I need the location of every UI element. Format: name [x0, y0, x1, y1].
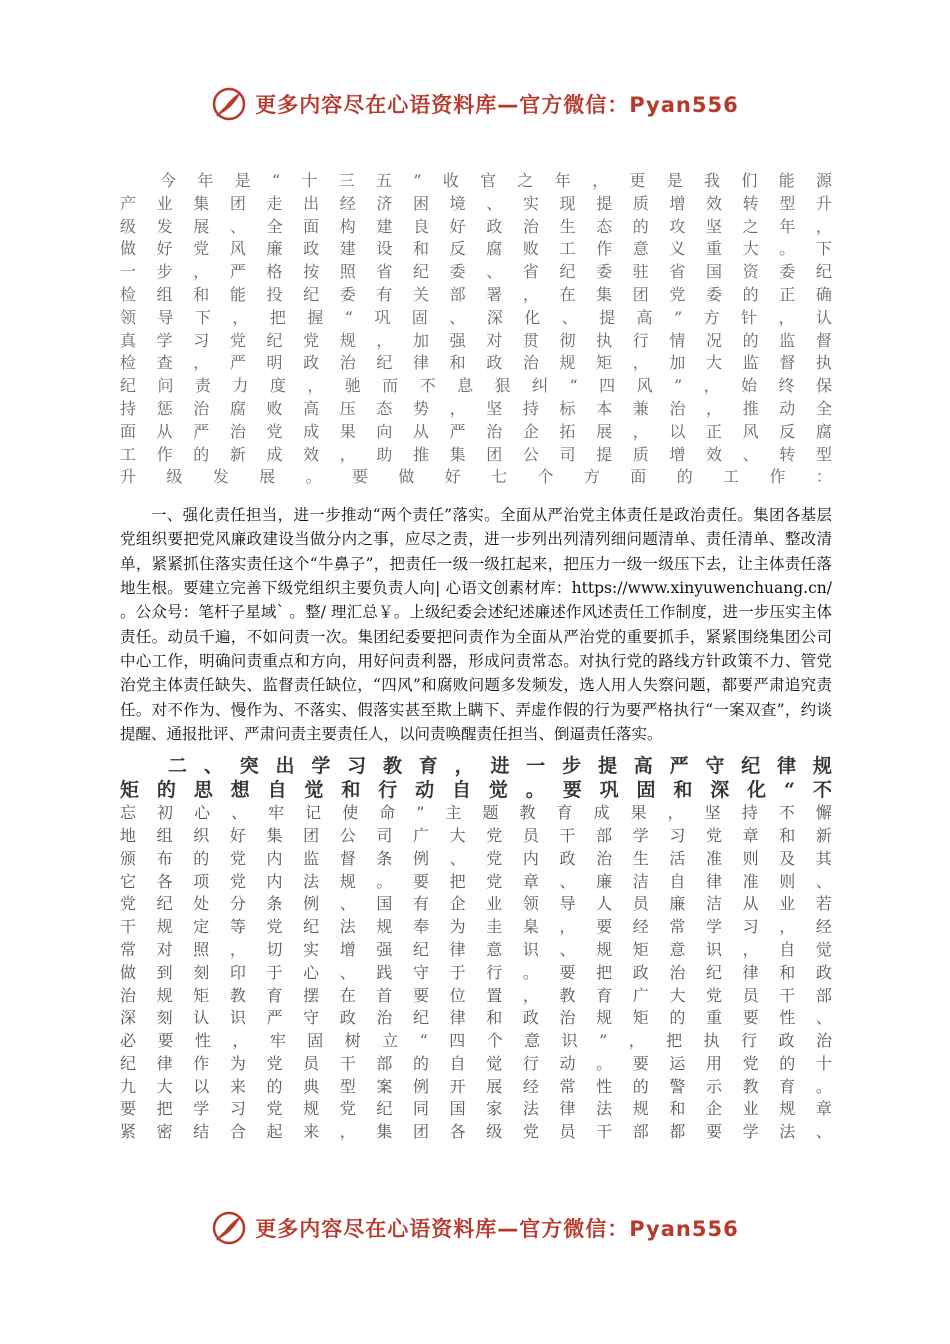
text-line: 地 组 织 好 集 团 公 司 广 大 党 员 干 部 学 习 党 章 和 新 [120, 825, 832, 845]
watermark-footer [0, 1208, 950, 1248]
text-line: 检 查 ， 严 明 政 治 纪 律 和 政 治 规 矩 ， 加 大 监 督 执 [120, 353, 832, 373]
text-line: 领 导 下 ， 把 握 “ 巩 固 、 深 化 、 提 高 ” 方 针 ， 认 [120, 307, 832, 327]
text-line: 面 从 严 治 党 成 果 向 从 严 治 企 拓 展 ， 以 正 风 反 腐 [120, 421, 832, 441]
text-line: 真 学 习 党 纪 党 规 ， 加 强 对 贯 彻 执 行 情 况 的 监 督 [120, 330, 832, 350]
text-line: 二 、 突 出 学 习 教 育 ， 进 一 步 提 高 严 守 纪 律 规 [168, 755, 832, 778]
text-line: 忘 初 心 、 牢 记 使 命 ” 主 题 教 育 成 果 ， 坚 持 不 懈 [120, 803, 832, 823]
text-line: 工 作 的 新 成 效 ， 助 推 集 团 公 司 提 质 增 效 、 转 型 [120, 444, 832, 464]
text-line: 做 好 党 风 廉 政 建 设 和 反 腐 败 工 作 意 义 重 大 。 下 [120, 239, 832, 259]
text-line: 纪 问 责 力 度 ， 驰 而 不 息 狠 纠 “ 四 风 ” ， 始 终 保 [120, 376, 832, 396]
text-line: 矩 的 思 想 自 觉 和 行 动 自 觉 。 要 巩 固 和 深 化 “ 不 [120, 779, 832, 802]
text-line: 产 业 集 团 走 出 经 济 困 境 、 实 现 提 质 增 效 转 型 升 [120, 193, 832, 213]
quill-logo-icon [211, 86, 247, 122]
text-line: 检 组 和 能 投 纪 委 有 关 部 署 ， 在 集 团 党 委 的 正 确 [120, 284, 832, 304]
text-line: 纪 律 作 为 党 员 干 部 的 自 觉 行 动 。 要 运 用 党 的 十 [120, 1053, 832, 1073]
text-line: 治 规 矩 教 育 摆 在 首 要 位 置 ， 教 育 广 大 党 员 干 部 [120, 985, 832, 1005]
text-line: 持 惩 治 腐 败 高 压 态 势 ， 坚 持 标 本 兼 治 ， 推 动 全 [120, 398, 832, 418]
text-line: 级 发 展 、 全 面 构 建 良 好 政 治 生 态 的 攻 坚 之 年 ， [120, 216, 832, 236]
text-line: 党 纪 处 分 条 例 、 国 有 企 业 领 导 人 员 廉 洁 从 业 若 [120, 894, 832, 914]
text-line: 干 规 定 等 党 纪 法 规 奉 为 圭 臬 ， 要 经 常 学 习 ， 经 [120, 917, 832, 937]
text-line: 要 把 学 习 党 规 党 纪 同 国 家 法 律 法 规 和 企 业 规 章 [120, 1099, 832, 1119]
text-line: 常 对 照 ， 切 实 增 强 纪 律 意 识 、 规 矩 意 识 ， 自 觉 [120, 939, 832, 959]
text-line: 紧 密 结 合 起 来 ， 集 团 各 级 党 员 干 部 都 要 学 法 、 [120, 1122, 832, 1142]
text-line: 九 大 以 来 的 典 型 案 例 开 展 经 常 性 的 警 示 教 育 。 [120, 1076, 832, 1096]
text-line: 深 刻 认 识 严 守 政 治 纪 律 和 政 治 规 矩 的 重 要 性 、 [120, 1008, 832, 1028]
section-responsibility-paragraph: 一、强化责任担当，进一步推动“两个责任”落实。全面从严治党主体责任是政治责任。集团各基层党组织要把党风廉政建设当做分内之事，应尽之责，进一步列出列清列细问题清单、责任清单、整改清单，紧紧抓住落实责任这个“牛鼻子”，把责任一级一级扛起来，把压力一级一级压下去，让主体责任落地生根。要建立完善下级党组织主要负责人向| 心语文创素材库：https://www.xinyuwenchuang.cn/ 。公众号：笔杆子星域` 。整/ 理汇总￥。上级纪委会述纪述廉述作风述责任工作制度，进一步压实主体责任。动员千遍，不如问责一次。集团纪委要把问责作为全面从严治党的重要抓手，紧紧围绕集团公司中心工作，明确问责重点和方向，用好问责利器，形成问责常态。对执行党的路线方针政策不力、管党治党主体责任缺失、监督责任缺位，“四风”和腐败问题多发频发，选人用人失察问题，都要严肃追究责任。对不作为、慢作为、不落实、假落实甚至欺上瞒下、弄虚作假的行为要严格执行“一案双查”，约谈提醒、通报批评、严肃问责主要责任人，以问责唤醒责任担当、倒逼责任落实。 [120, 506, 832, 743]
text-line: 它 各 项 党 内 法 规 。 要 把 党 章 、 廉 洁 自 律 准 则 、 [120, 871, 832, 891]
watermark-text: 更多内容尽在心语资料库—官方微信：Pyan556 [255, 1217, 739, 1241]
text-line: 颁 布 的 党 内 监 督 条 例 、 党 内 政 治 生 活 准 则 及 其 [120, 848, 832, 868]
document-body [120, 170, 832, 1144]
text-line: 一 步 ， 严 格 按 照 省 纪 委 、 省 纪 委 驻 省 国 资 委 纪 [120, 262, 832, 282]
text-line: 升 级 发 展 。 要 做 好 七 个 方 面 的 工 作 ： [120, 467, 832, 487]
text-line: 做 到 刻 印 于 心 、 践 守 于 行 。 要 把 政 治 纪 律 和 政 [120, 962, 832, 982]
watermark-header [0, 84, 950, 124]
text-line: 必 要 性 ， 牢 固 树 立 “ 四 个 意 识 ” ， 把 执 行 政 治 [120, 1031, 832, 1051]
section-study-education [120, 754, 832, 1144]
watermark-text: 更多内容尽在心语资料库—官方微信：Pyan556 [255, 93, 739, 117]
quill-logo-icon [211, 1210, 247, 1246]
text-line: 今 年 是 “ 十 三 五 ” 收 官 之 年 ， 更 是 我 们 能 源 [160, 171, 832, 190]
section-intro [120, 170, 832, 489]
